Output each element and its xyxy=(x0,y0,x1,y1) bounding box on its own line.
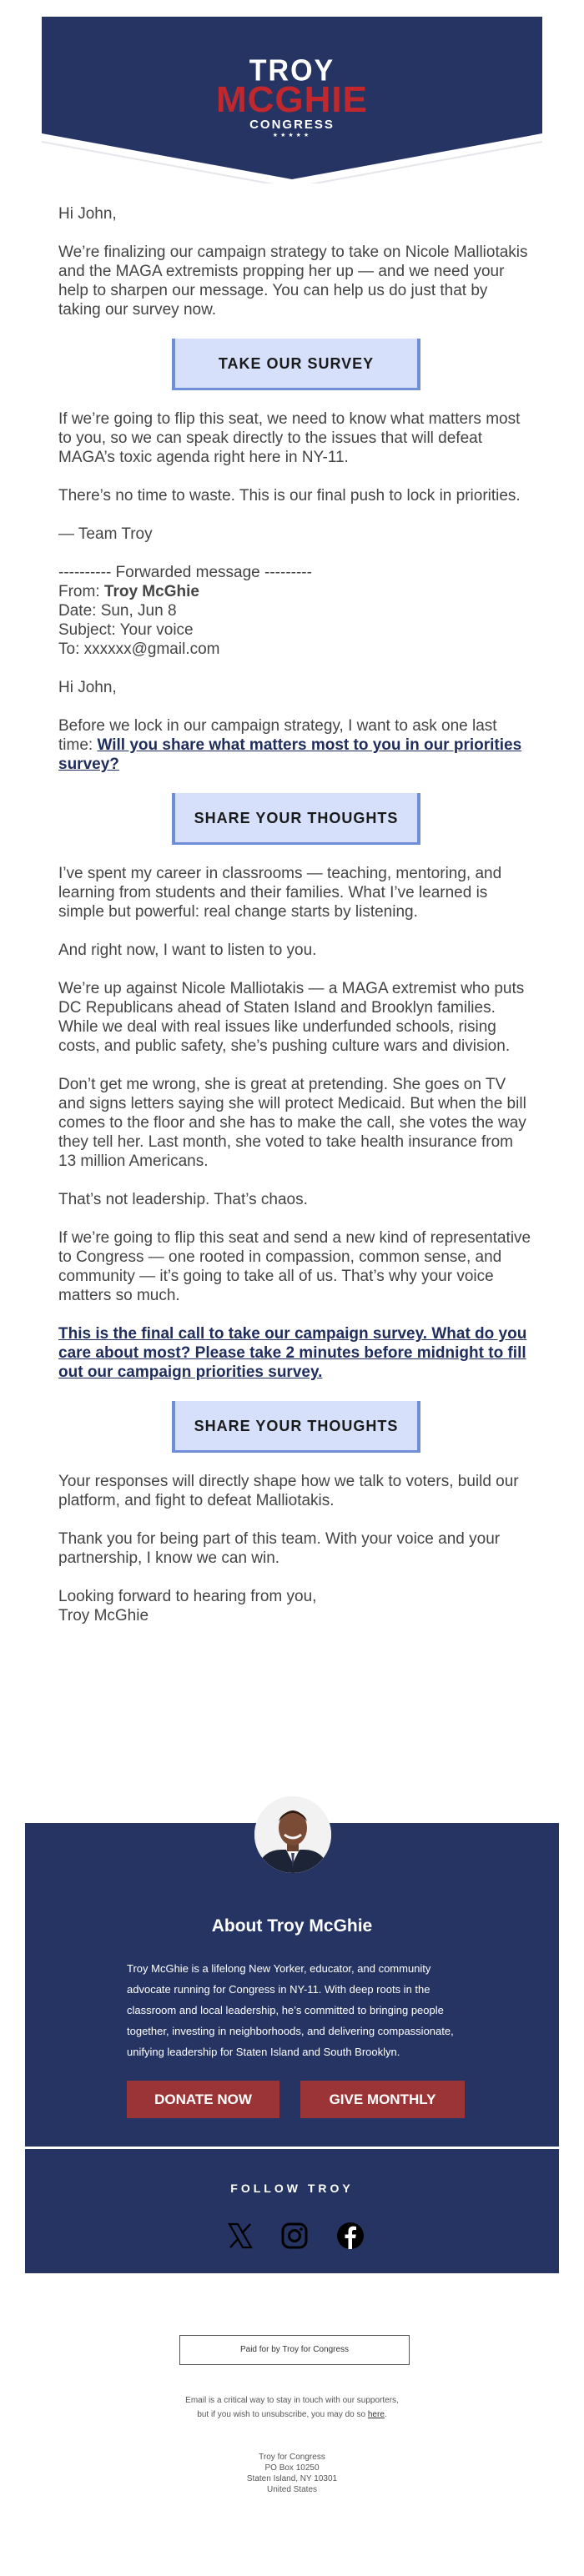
donate-now-button[interactable]: DONATE NOW xyxy=(127,2081,279,2118)
unsubscribe-period: . xyxy=(384,2410,387,2419)
paragraph-responses: Your responses will directly shape how we talk to voters, build our platform, and fight to defeat Malliotakis. xyxy=(58,1473,519,1509)
paragraph-thank-you: Thank you for being part of this team. With your voice and your partnership, I know we can win. xyxy=(58,1530,501,1567)
paid-for-disclaimer: Paid for by Troy for Congress xyxy=(179,2335,410,2365)
paragraph-flip-seat: If we’re going to flip this seat, we need to know what matters most to you, so we can speak directly to the issues that will defeat MAGA’s toxic agenda right here in NY-11. xyxy=(58,410,521,466)
x-icon[interactable] xyxy=(224,2219,257,2252)
paragraph-opponent: We’re up against Nicole Malliotakis — a MAGA extremist who puts DC Republicans ahead of Staten Island and Brooklyn families. While we deal with real issues like underfunded schools, rising costs, and public safety, she’s pushing culture wars and division. xyxy=(58,980,525,1055)
closing-signature: Troy McGhie xyxy=(58,1607,149,1624)
instagram-icon[interactable] xyxy=(278,2219,311,2252)
greeting: Hi John, xyxy=(58,205,117,223)
address-org: Troy for Congress xyxy=(259,2453,325,2462)
logo-stars: ★★★★★ xyxy=(272,133,312,138)
final-call-survey-link[interactable]: This is the final call to take our campaign survey. What do you care about most? Please take 2 minutes before midnight to fill out our campaign priorities survey. xyxy=(58,1325,527,1381)
header-banner xyxy=(42,17,542,183)
logo-last-name: MCGHIE xyxy=(216,79,368,120)
facebook-icon[interactable] xyxy=(334,2219,367,2252)
paragraph-career: I’ve spent my career in classrooms — teaching, mentoring, and learning from students and their families. What I’ve learned is simple but powerful: real change starts by listening. xyxy=(58,865,502,921)
paragraph-chaos: That’s not leadership. That’s chaos. xyxy=(58,1191,308,1208)
forward-subject: Subject: Your voice xyxy=(58,621,194,639)
paragraph-intro: We’re finalizing our campaign strategy to take on Nicole Malliotakis and the MAGA extremists propping her up — and we need your help to sharpen our message. You can help us do just that by taking our survey now. xyxy=(58,244,528,319)
greeting-2: Hi John, xyxy=(58,679,117,696)
paragraph-ask xyxy=(58,716,534,774)
paragraph-listen: And right now, I want to listen to you. xyxy=(58,942,317,959)
about-section xyxy=(25,1823,559,2273)
unsubscribe-link[interactable]: here xyxy=(367,2410,385,2419)
paragraph-flip-seat-2: If we’re going to flip this seat and send a new kind of representative to Congress — one rooted in compassion, common sense, and community — it’s going to take all of us. That’s why your voice matters so much. xyxy=(58,1229,531,1304)
paragraph-final-call xyxy=(58,1324,534,1382)
priorities-survey-link[interactable]: Will you share what matters most to you in our priorities survey? xyxy=(58,736,522,773)
address-city: Staten Island, NY 10301 xyxy=(246,2474,338,2483)
forward-from-label: From: xyxy=(58,583,104,600)
address-country: United States xyxy=(266,2485,318,2494)
logo-congress: CONGRESS xyxy=(249,118,335,132)
about-title: About Troy McGhie xyxy=(211,1916,373,1936)
follow-label: FOLLOW TROY xyxy=(230,2182,354,2195)
forward-to: To: xxxxxx@gmail.com xyxy=(58,640,220,658)
campaign-logo[interactable] xyxy=(42,54,542,140)
email-body xyxy=(58,204,534,1625)
logo-first-name: TROY xyxy=(249,54,335,88)
take-survey-button[interactable]: TAKE OUR SURVEY xyxy=(172,339,420,390)
address-po-box: PO Box 10250 xyxy=(264,2463,320,2473)
forward-from-name: Troy McGhie xyxy=(103,583,199,600)
about-bio: Troy McGhie is a lifelong New Yorker, educator, and community advocate running for Congress in NY-11. With deep roots in the classroom and local leadership, he’s committed to bringing people together, investing in neighborhoods, and delivering compassionate, unifying leadership for Staten Island and South Brooklyn. xyxy=(127,1962,454,2058)
share-thoughts-button-2[interactable]: SHARE YOUR THOUGHTS xyxy=(172,1401,420,1453)
forward-header: ---------- Forwarded message --------- xyxy=(58,564,312,581)
signoff-team: — Team Troy xyxy=(58,525,153,543)
share-thoughts-button-1[interactable]: SHARE YOUR THOUGHTS xyxy=(172,793,420,845)
mailing-address xyxy=(209,2452,375,2495)
ask-text: Before we lock in our campaign strategy, I want to ask one last time: xyxy=(58,717,497,754)
paragraph-pretending: Don’t get me wrong, she is great at pretending. She goes on TV and signs letters saying she will protect Medicaid. But when the bill comes to the floor and she has to make the call, she votes the way they tell her. Last month, she voted to take health insurance from 13 million Americans. xyxy=(58,1076,526,1170)
unsubscribe-text: Email is a critical way to stay in touch with our supporters, but if you wish to unsubscribe, you may do so xyxy=(185,2396,399,2419)
forward-from xyxy=(58,582,534,601)
unsubscribe-note xyxy=(184,2393,400,2422)
closing-line: Looking forward to hearing from you, xyxy=(58,1588,317,1605)
paragraph-no-time: There’s no time to waste. This is our final push to lock in priorities. xyxy=(58,487,521,505)
forward-date: Date: Sun, Jun 8 xyxy=(58,602,177,620)
section-divider xyxy=(25,2147,559,2149)
give-monthly-button[interactable]: GIVE MONTHLY xyxy=(300,2081,465,2118)
candidate-avatar xyxy=(254,1796,331,1873)
